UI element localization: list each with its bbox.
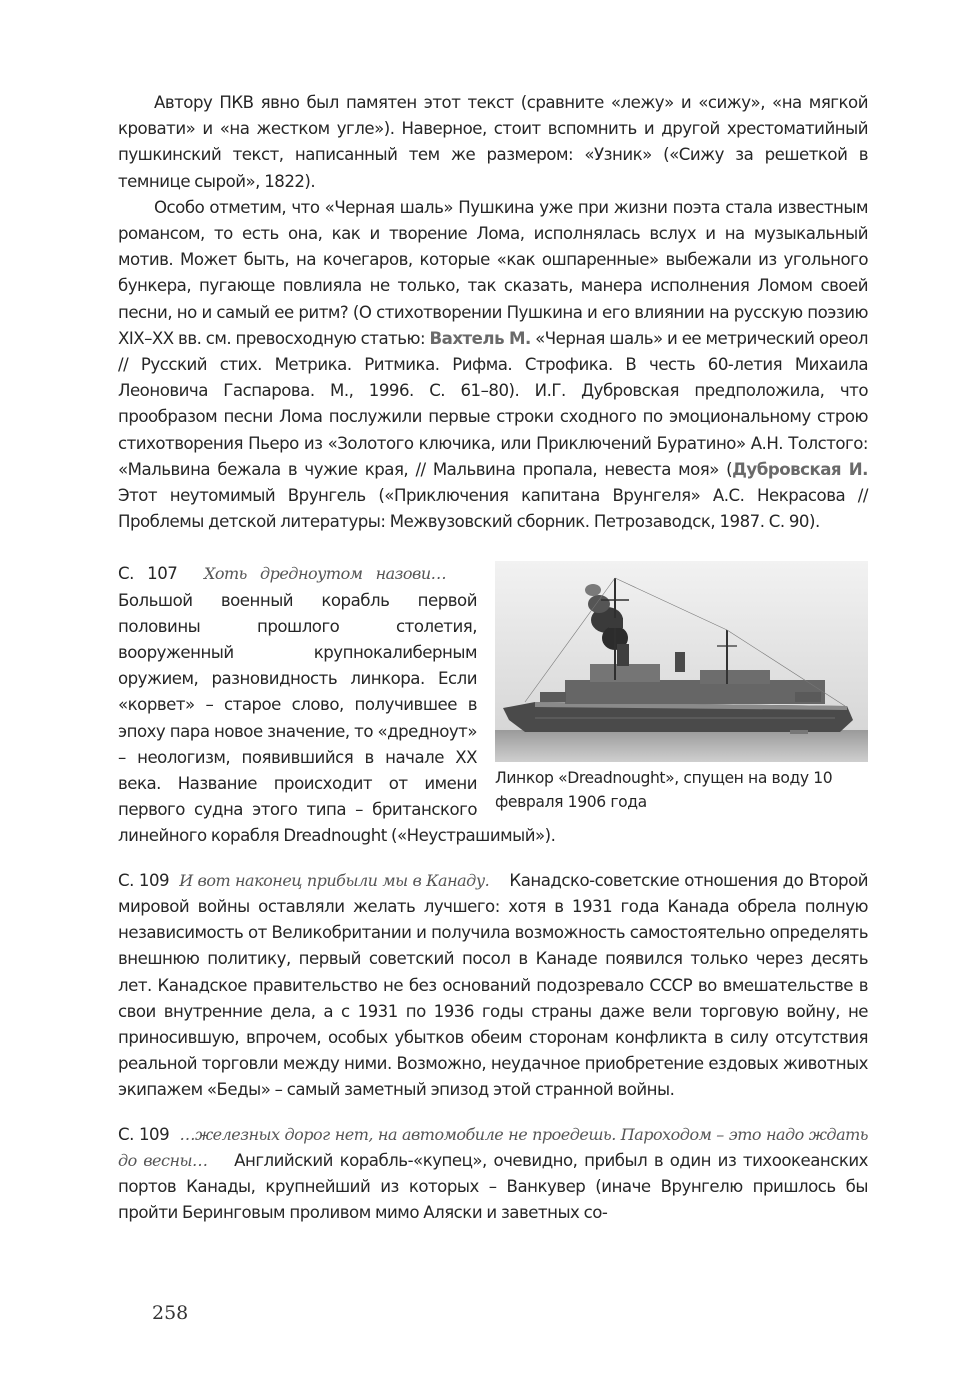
entry-dreadnought: [118, 561, 868, 849]
figure-caption: Линкор «Dreadnought», спущен на воду 10 февраля 1906 года: [495, 769, 833, 812]
author-dubrovskaya: Дубровская И.: [732, 459, 868, 479]
entry-quote: И вот наконец прибыли мы в Канаду.: [179, 870, 490, 890]
paragraph-2-text-c: Этот неутомимый Врунгель («Приключения капитана Врунгеля» А.С. Некрасова // Проблемы детской литературы: Межвузовский сборник. Петрозаводск, 1987. С. 90).: [118, 486, 868, 532]
figure: [495, 561, 868, 814]
paragraph-2: [118, 195, 868, 536]
entry-text: Английский корабль-«купец», очевидно, прибыл в один из тихоокеанских портов Канады, крупнейший из которых – Ванкувер (иначе Врунгелю пришлось бы пройти Беринговым проливом мимо Аляски и заветных со-: [118, 1150, 869, 1223]
page-ref: С. 109: [118, 1124, 170, 1144]
page-ref: С. 109: [118, 870, 170, 890]
paragraph-1: Автору ПКВ явно был памятен этот текст (сравните «лежу» и «сижу», «на мягкой кровати» и «на жестком угле»). Наверное, стоит вспомнить и другой хрестоматийный пушкинский текст, написанный тем же размером: «Узник» («Сижу за решеткой в темнице сырой», 1822).: [118, 93, 868, 191]
entry-quote: …железных дорог нет, на автомобиле не проедешь. Пароходом – это надо ждать до весны…: [118, 1124, 868, 1170]
page-ref: С. 107: [118, 564, 178, 584]
author-wachtel: Вахтель М.: [429, 328, 531, 348]
paragraph-2-text-a: Особо отметим, что «Черная шаль» Пушкина уже при жизни поэта стала известным романсом, то есть она, как и творение Лома, исполнялась вслух и на музыкальный мотив. Может быть, на кочегаров, которые «как ошпаренные» выбежали из угольного бункера, пугающе повлияла не только, так сказать, манера исполнения Ломом своей песни, но и самый ее ритм? (О стихотворении Пушкина и его влиянии на русскую поэзию XIX–XX вв. см. превосходную статью:: [118, 197, 868, 348]
entry-text: Большой военный корабль первой половины прошлого столетия, вооруженный крупнокалиберным оружием, разновидность линкора. Если «корвет» – старое слово, получившее в эпоху пара новое значение, то «дредноут» – неологизм, появившийся в начале XX века. Название происходит от имени первого судна этого типа – британского линейного корабля Dreadnought («Неустрашимый»).: [118, 590, 556, 846]
entry-text: Канадско-советские отношения до Второй мировой войны оставляли желать лучшего: хотя в 1931 года Канада обрела полную независимость от Великобритании и получила возможность самостоятельно определять внешнюю политику, первый советский посол в Канаде появился только через десять лет. Канадское правительство не без оснований подозревало СССР во вмешательстве в свои внутренние дела, а с 1931 по 1936 годы страны даже вели торговую войну, не приносившую, впрочем, особых убытков обеим сторонам конфликта в силу отсутствия реальной торговли между ними. Возможно, неудачное приобретение ездовых животных экипажем «Беды» – самый заметный эпизод этой странной войны.: [118, 870, 869, 1100]
entry-quote: Хоть дредноутом назови…: [203, 564, 447, 584]
dreadnought-photo: [495, 561, 868, 762]
page-content: [118, 90, 868, 1226]
paragraph-2-text-b: «Черная шаль» и ее метрический ореол // Русский стих. Метрика. Ритмика. Рифма. Строфика. В честь 60-летия Михаила Леоновича Гаспарова. М., 1996. С. 61–80). И.Г. Дубровская предположила, что прообразом песни Лома послужили первые строки сходного по эмоциональному строю стихотворения Пьеро из «Золотого ключика, или Приключений Буратино» А.Н. Толстого: «Мальвина бежала в чужие края, // Мальвина пропала, невеста моя» (: [118, 328, 868, 479]
entry-canada: [118, 868, 868, 1104]
entry-railways: [118, 1122, 868, 1227]
page-number: 258: [152, 1302, 189, 1324]
